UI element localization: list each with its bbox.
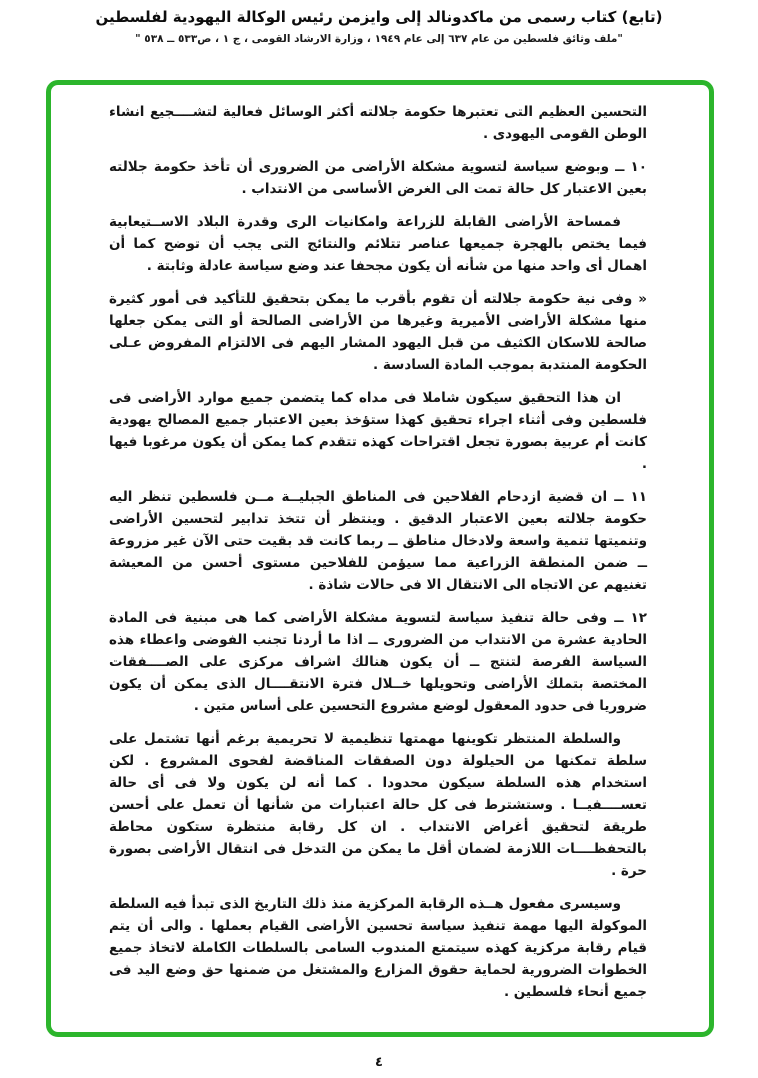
paragraph-11-text: ان قضية ازدحام الفلاحين فى المناطق الجبليــة مــن فلسطين تنظر اليه حكومة جلالته بعين الاعتبار الدقيق . وينتظر أن تتخذ تدابير لتحسين الأراضى وتنميتها تنمية واسعة ولادخال مناطق ــ ربما كانت قد بقيت حتى الآن غير مزروعة ــ ضمن المنطقة الزراعية مما سيؤمن للفلاحين مستوى أحسن من المعيشة تغنيهم عن الاتجاه الى الانتقال الا فى حالات شاذة .: [109, 489, 647, 593]
document-header: [0, 8, 758, 45]
paragraph-12-text: وفى حالة تنفيذ سياسة لتسوية مشكلة الأراضى كما هى مبنية فى المادة الحادية عشرة من الانتداب من الضرورى ــ اذا ما أردنا تجنب الفوضى واعطاء هذه السياسة الفرصة لتنتج ــ أن يكون هنالك اشراف مركزى على الصــــفقات المختصة بتملك الأراضى وتحويلها خــلال فترة الانتقــــال الذى يمكن أن يكون ضروريا فى حدود المعقول لوضع مشروع التحسين على أساس متين .: [109, 610, 647, 714]
paragraph-10-number: ١٠ ــ: [615, 159, 647, 175]
paragraph-inquiry-scope: ان هذا التحقيق سيكون شاملا فى مداه كما يتضمن جميع موارد الأراضى فى فلسطين وفى أثناء اجراء تحقيق كهذا ستؤخذ بعين الاعتبار جميع المصالح يهودية كانت أم عربية بصورة تجعل اقتراحات كهذه تتقدم كما يمكن أن يكون مرغوبا فيها .: [109, 390, 647, 472]
document-title: (تابع) كتاب رسمى من ماكدونالد إلى وايزمن رئيس الوكالة اليهودية لفلسطين: [95, 8, 663, 26]
paragraph-11-number: ١١ ــ: [614, 489, 647, 505]
paragraph-12-number: ١٢ ــ: [614, 610, 647, 626]
green-border-frame: [46, 80, 714, 1037]
paragraph-quote-inquiry: « وفى نية حكومة جلالته أن تقوم بأقرب ما يمكن بتحقيق للتأكيد فى أمور كثيرة منها مشكلة الأراضى الأميرية وغيرها من الأراضى الصالحة أو التى يمكن جعلها صالحة للاسكان الكثيف من قبل اليهود المشار اليهم فى الالتزام المفروض عـلى الحكومة المنتدبة بموجب المادة السادسة .: [109, 291, 647, 373]
document-source-line: "ملف وثائق فلسطين من عام ٦٣٧ إلى عام ١٩٤٩ ، وزارة الارشاد القومى ، ج ١ ، ص٥٣٣ ــ ٥٣٨ ": [135, 33, 623, 45]
paragraph-land-area: فمساحة الأراضى القابلة للزراعة وامكانيات الرى وقدرة البلاد الاســتيعابية فيما يختص بالهجرة جميعها عناصر تتلائم والنتائج التى يجب أن توضح كما أن اهمال أى واحد منها من شأنه أن يكون مجحفا عند وضع سياسة عادلة وثابتة .: [109, 214, 647, 274]
page-number: ٤: [375, 1055, 383, 1070]
paragraph-10-text: وبوضع سياسة لتسوية مشكلة الأراضى من الضرورى أن تأخذ حكومة جلالته بعين الاعتبار كل حالة تمت الى الغرض الأساسى من الانتداب .: [109, 159, 647, 197]
paragraph-continuation: التحسين العظيم التى تعتبرها حكومة جلالته أكثر الوسائل فعالية لتشــــجيع انشاء الوطن القومى اليهودى .: [109, 104, 647, 142]
paragraph-10: [109, 156, 647, 200]
paragraph-11: [109, 486, 647, 596]
paragraph-12: [109, 607, 647, 717]
paragraph-authority: والسلطة المنتظر تكوينها مهمتها تنظيمية لا تحريمية برغم أنها تشتمل على سلطة تمكنها من الحيلولة دون الصفقات المناقضة لفحوى المشروع . لكن استخدام هذه السلطة سيكون محدودا . كما أنه لن يكون ولا فى أى حالة تعســــفيــا . وستشترط فى كل حالة اعتبارات من شأنها أن تعمل على أحسن طريقة لتحقيق أغراض الانتداب . ان كل رقابة منتظرة ستكون محاطة بالتحفظــــات اللازمة لضمان أقل ما يمكن من التدخل فى انتقال الأراضى بصورة حرة .: [109, 731, 647, 879]
paragraph-central-control: وسيسرى مفعول هــذه الرقابة المركزية منذ ذلك التاريخ الذى تبدأ فيه السلطة الموكولة اليها مهمة تنفيذ سياسة تحسين الأراضى القيام بعملها . والى أن يتم قيام رقابة مركزية كهذه سيتمتع المندوب السامى بالسلطات الكاملة لاتخاذ جميع الخطوات الضرورية لحماية حقوق المزارع والمشتغل من ضمنها حق وضع اليد فى جميع أنحاء فلسطين .: [109, 896, 647, 1000]
